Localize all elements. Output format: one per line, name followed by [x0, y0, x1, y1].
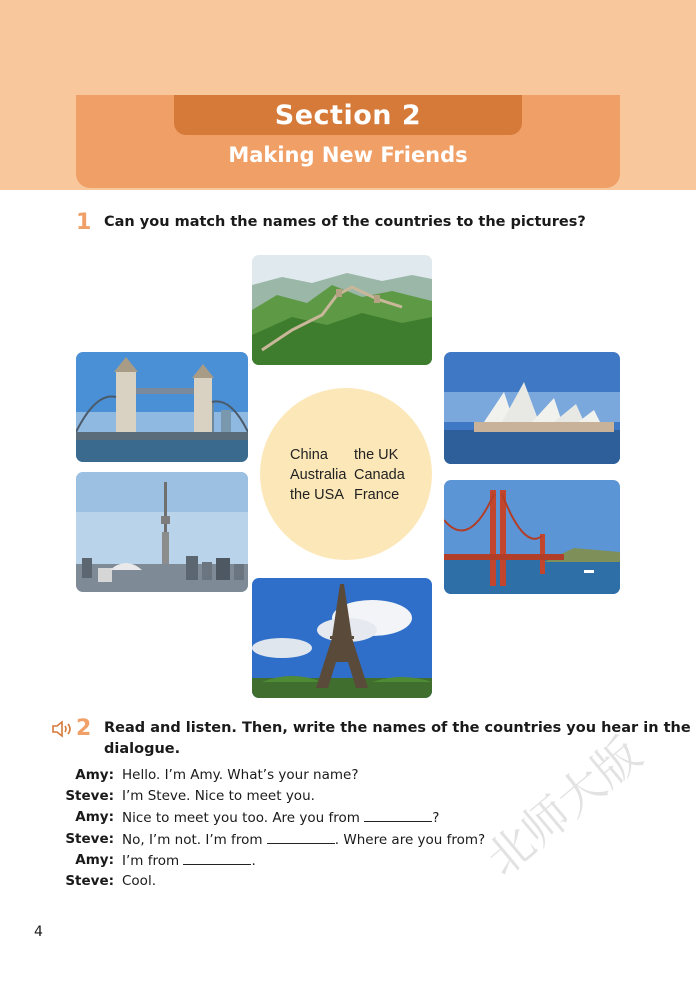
dialogue-text [122, 767, 359, 783]
dialogue-text-part: Nice to meet you too. Are you from [122, 810, 365, 826]
title-panel [76, 95, 620, 188]
dialogue-text [122, 809, 439, 826]
speaker-icon[interactable] [52, 719, 74, 739]
dialogue-text-part: . Where are you from? [334, 832, 486, 848]
great-wall-photo [252, 255, 432, 365]
dialogue-speaker: Steve: [65, 788, 114, 804]
dialogue-text-part: Hello. I’m Amy. What’s your name? [122, 767, 359, 783]
eiffel-tower-photo [252, 578, 432, 698]
page-number: 4 [34, 924, 43, 940]
dialogue-speaker: Steve: [65, 873, 114, 889]
country-name: the UK [354, 447, 399, 463]
dialogue-text [122, 831, 485, 848]
sydney-opera-house-photo [444, 352, 620, 464]
section-tab [174, 95, 522, 135]
exercise-1-number: 1 [76, 210, 92, 235]
answer-blank[interactable] [267, 831, 335, 844]
country-name: the USA [290, 487, 344, 503]
answer-blank[interactable] [183, 852, 251, 865]
dialogue-text-part: ? [432, 810, 440, 826]
answer-blank[interactable] [364, 809, 432, 822]
exercise-2-instruction-line: dialogue. [104, 741, 181, 757]
dialogue-speaker: Steve: [65, 831, 114, 847]
dialogue-speaker: Amy: [75, 852, 114, 868]
dialogue-text-part: I’m Steve. Nice to meet you. [122, 788, 315, 804]
golden-gate-bridge-photo [444, 480, 620, 594]
dialogue-text [122, 788, 315, 804]
dialogue-text-part: No, I’m not. I’m from [122, 832, 267, 848]
section-title: Section 2 [274, 99, 422, 131]
cn-tower-photo [76, 472, 248, 592]
dialogue-line [0, 872, 696, 893]
page-subtitle: Making New Friends [228, 143, 468, 167]
country-name: Canada [354, 467, 405, 483]
dialogue-speaker: Amy: [75, 767, 114, 783]
dialogue-text-part: Cool. [122, 873, 156, 889]
country-name: France [354, 487, 400, 503]
publisher-watermark: 北师大版 [475, 726, 652, 887]
country-name: China [290, 447, 328, 463]
dialogue-text [122, 852, 256, 869]
country-name: Australia [290, 467, 347, 483]
exercise-2-number: 2 [76, 716, 92, 741]
dialogue-text-part: I’m from [122, 853, 184, 869]
exercise-2-instruction-line: Read and listen. Then, write the names of the countries you hear in the [104, 720, 691, 736]
exercise-1-instruction: Can you match the names of the countries to the pictures? [104, 214, 586, 230]
dialogue-text [122, 873, 156, 889]
dialogue-speaker: Amy: [75, 809, 114, 825]
dialogue-text-part: . [251, 853, 256, 869]
dialogue-line [0, 851, 696, 872]
tower-bridge-photo [76, 352, 248, 462]
dialogue-line [0, 830, 696, 851]
